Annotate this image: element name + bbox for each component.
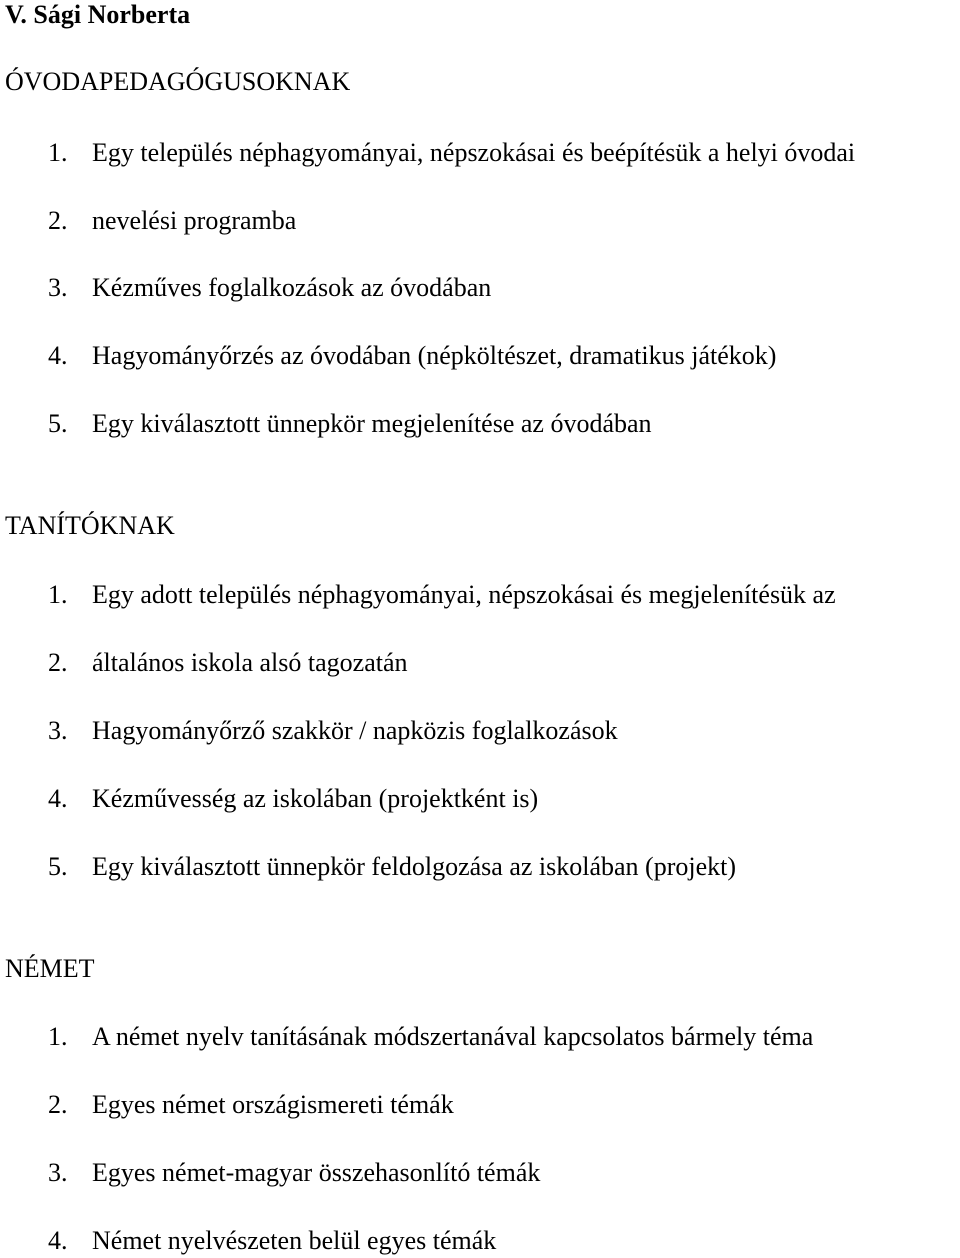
list-item-text: A német nyelv tanításának módszertanával kapcsolatos bármely téma [92,1022,814,1051]
list-item-text: Egy adott település néphagyományai, népszokásai és megjelenítésük az [92,580,836,609]
list-item-number: 5. [48,409,68,438]
section-heading-nemet: NÉMET [5,954,95,983]
list-item-number: 3. [48,716,68,745]
list-item-number: 1. [48,138,68,167]
list-item-number: 2. [48,206,68,235]
list-item [48,138,855,168]
list-item-text: Német nyelvészeten belül egyes témák [92,1226,497,1255]
list-item-text: Hagyományőrzés az óvodában (népköltészet, dramatikus játékok) [92,341,777,370]
list-item [48,409,652,439]
list-item-number: 3. [48,273,68,302]
list-item-number: 4. [48,341,68,370]
list-item-number: 1. [48,580,68,609]
list-item-text: nevelési programba [92,206,297,235]
list-item-number: 5. [48,852,68,881]
list-item-number: 4. [48,1226,68,1255]
list-item-number: 2. [48,648,68,677]
list-item [48,1090,454,1120]
list-item [48,273,491,303]
list-item [48,1158,540,1188]
list-item-text: Egy település néphagyományai, népszokásai és beépítésük a helyi óvodai [92,138,856,167]
list-item [48,1226,496,1256]
list-item-text: Hagyományőrző szakkör / napközis foglalkozások [92,716,618,745]
list-item-text: Egyes német-magyar összehasonlító témák [92,1158,541,1187]
list-item [48,1022,813,1052]
list-item-number: 3. [48,1158,68,1187]
list-item-text: Egy kiválasztott ünnepkör megjelenítése az óvodában [92,409,652,438]
section-heading-tanitoknak: TANÍTÓKNAK [5,511,175,540]
author-name: V. Sági Norberta [5,0,191,29]
list-item [48,716,618,746]
list-item-text: általános iskola alsó tagozatán [92,648,408,677]
list-item-number: 4. [48,784,68,813]
section-heading-ovodapedagogusoknak: ÓVODAPEDAGÓGUSOKNAK [5,67,351,96]
list-item-number: 1. [48,1022,68,1051]
list-item-text: Kézművesség az iskolában (projektként is) [92,784,539,813]
list-item-text: Egy kiválasztott ünnepkör feldolgozása az iskolában (projekt) [92,852,737,881]
list-item [48,648,408,678]
list-item [48,206,296,236]
list-item [48,341,776,371]
list-item [48,784,538,814]
list-item [48,580,836,610]
list-item-text: Kézműves foglalkozások az óvodában [92,273,492,302]
list-item-number: 2. [48,1090,68,1119]
list-item-text: Egyes német országismereti témák [92,1090,454,1119]
list-item [48,852,736,882]
